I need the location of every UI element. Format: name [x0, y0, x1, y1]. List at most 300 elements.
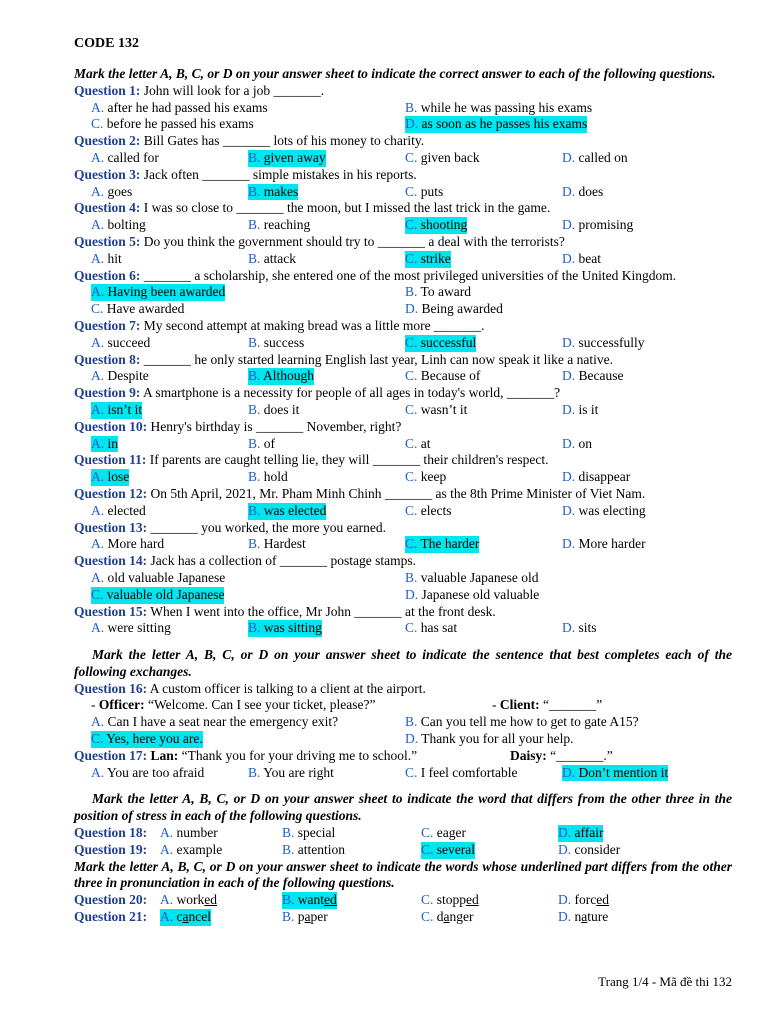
answer-option[interactable]	[405, 100, 592, 117]
option-text: goes	[107, 183, 133, 199]
lan-line: “Thank you for your driving me to school.”	[181, 747, 418, 763]
option-letter: A.	[91, 469, 105, 485]
question-14	[74, 553, 732, 570]
question-label: Question 1:	[74, 82, 141, 98]
section4-questions	[74, 892, 732, 926]
answer-option[interactable]	[405, 184, 443, 201]
answer-option[interactable]	[405, 469, 446, 486]
answer-option[interactable]	[562, 335, 644, 352]
option-letter: B.	[248, 536, 261, 552]
option-letter: A.	[91, 217, 105, 233]
option-letter: D.	[562, 502, 576, 518]
option-text: The harder	[420, 536, 480, 552]
option-text: was sitting	[263, 620, 322, 636]
options-row	[74, 620, 732, 637]
option-text: elects	[420, 502, 452, 518]
answer-option[interactable]	[91, 284, 225, 301]
question-label: Question 16:	[74, 680, 148, 696]
answer-option[interactable]	[405, 503, 452, 520]
answer-option[interactable]	[91, 335, 150, 352]
options-row	[74, 536, 732, 553]
option-text: Yes, here you are.	[106, 731, 203, 747]
answer-option[interactable]	[562, 150, 628, 167]
question-label: Question 10:	[74, 418, 148, 434]
option-text: at	[420, 435, 431, 451]
answer-option[interactable]	[248, 469, 288, 486]
answer-option[interactable]	[91, 368, 149, 385]
question-label: Question 14:	[74, 553, 148, 569]
section2-instruction: Mark the letter A, B, C, or D on your answer sheet to indicate the sentence that best completes each of the following exchanges.	[74, 647, 732, 679]
exam-code: CODE 132	[74, 36, 139, 51]
dash: -	[91, 697, 99, 713]
option-letter: A.	[91, 435, 105, 451]
option-letter: D.	[558, 841, 572, 857]
answer-option[interactable]	[405, 335, 476, 352]
question-10	[74, 419, 732, 436]
answer-option[interactable]	[405, 217, 467, 234]
option-letter: A.	[91, 183, 105, 199]
answer-option[interactable]	[91, 714, 338, 731]
client-label: Client:	[499, 697, 540, 713]
option-letter: A.	[91, 764, 105, 780]
option-letter: C.	[421, 841, 434, 857]
answer-option[interactable]	[91, 301, 184, 318]
answer-option[interactable]	[562, 765, 668, 782]
question-11	[74, 452, 732, 469]
answer-option[interactable]	[562, 251, 601, 268]
option-letter: D.	[558, 892, 572, 908]
answer-option[interactable]	[282, 892, 337, 909]
option-letter: A.	[160, 892, 174, 908]
option-letter: B.	[248, 764, 261, 780]
option-letter: D.	[405, 301, 419, 317]
question-21	[74, 909, 732, 926]
question-12	[74, 486, 732, 503]
option-text: valuable old Japanese	[106, 586, 225, 602]
option-text: Hardest	[263, 536, 306, 552]
question-label: Question 3:	[74, 166, 141, 182]
answer-option[interactable]	[248, 251, 296, 268]
answer-option[interactable]	[248, 402, 299, 419]
underlined-part: a	[581, 909, 588, 925]
options-row	[74, 714, 732, 731]
options-row	[74, 284, 732, 301]
question-label: Question 13:	[74, 519, 148, 535]
option-letter: C.	[405, 250, 418, 266]
answer-option[interactable]	[405, 301, 503, 318]
option-letter: A.	[91, 149, 105, 165]
option-letter: B.	[248, 401, 261, 417]
answer-option[interactable]	[248, 536, 306, 553]
client-text: “_______”	[543, 697, 603, 713]
answer-option[interactable]	[562, 402, 598, 419]
answer-option[interactable]	[248, 620, 322, 637]
options-row	[74, 251, 732, 268]
option-letter: D.	[562, 435, 576, 451]
option-letter: D.	[562, 183, 576, 199]
answer-option[interactable]	[562, 469, 630, 486]
option-text: bolting	[107, 217, 146, 233]
option-letter: A.	[91, 99, 105, 115]
word-part: p	[297, 909, 305, 925]
answer-option[interactable]	[405, 714, 639, 731]
option-letter: B.	[282, 825, 295, 841]
answer-option[interactable]	[160, 892, 217, 909]
option-letter: A.	[160, 825, 174, 841]
word-part: per	[310, 909, 328, 925]
question-label: Question 7:	[74, 317, 141, 333]
underlined-part: a	[443, 909, 450, 925]
option-letter: C.	[91, 586, 104, 602]
option-letter: A.	[91, 284, 105, 300]
option-text: of	[263, 435, 276, 451]
option-letter: D.	[405, 586, 419, 602]
option-text: makes	[263, 183, 299, 199]
option-letter: B.	[248, 183, 261, 199]
answer-option[interactable]	[421, 892, 479, 909]
option-text: does	[578, 183, 604, 199]
answer-option[interactable]	[405, 570, 538, 587]
option-letter: B.	[282, 909, 295, 925]
answer-option[interactable]	[160, 825, 218, 842]
option-letter: A.	[91, 536, 105, 552]
option-letter: D.	[562, 368, 576, 384]
answer-option[interactable]	[91, 100, 268, 117]
option-text: You are right	[263, 764, 334, 780]
answer-option[interactable]	[91, 469, 129, 486]
question-3	[74, 167, 732, 184]
officer-text: “Welcome. Can I see your ticket, please?”	[147, 697, 376, 713]
word-part: stopp	[436, 892, 467, 908]
answer-option[interactable]	[558, 909, 608, 926]
option-text: Because	[578, 368, 624, 384]
page-footer: Trang 1/4 - Mã đề thi 132	[598, 974, 732, 989]
option-text: before he passed his exams	[106, 116, 254, 132]
question-label: Question 20:	[74, 892, 148, 908]
option-letter: C.	[405, 764, 418, 780]
option-letter: A.	[91, 569, 105, 585]
option-text: Although	[263, 368, 315, 384]
option-text: affair	[574, 825, 604, 841]
answer-option[interactable]	[248, 150, 326, 167]
options-row	[74, 587, 732, 604]
option-letter: A.	[91, 620, 105, 636]
answer-option[interactable]	[91, 570, 225, 587]
underlined-part: ed	[596, 892, 609, 908]
option-letter: C.	[91, 301, 104, 317]
question-stem: My second attempt at making bread was a little more _______.	[143, 317, 485, 333]
question-label: Question 21:	[74, 909, 148, 925]
option-letter: A.	[91, 250, 105, 266]
answer-option[interactable]	[248, 368, 314, 385]
options-row	[74, 150, 732, 167]
question-label: Question 11:	[74, 452, 147, 468]
option-letter: B.	[405, 714, 418, 730]
option-text: I feel comfortable	[420, 764, 518, 780]
option-text: disappear	[578, 469, 631, 485]
option-text: lose	[107, 469, 130, 485]
question-17-options	[74, 765, 732, 782]
question-label: Question 17:	[74, 747, 148, 763]
underlined-part: ed	[466, 892, 479, 908]
option-letter: D.	[558, 909, 572, 925]
option-text: while he was passing his exams	[420, 99, 593, 115]
question-label: Question 5:	[74, 233, 141, 249]
option-letter: B.	[248, 217, 261, 233]
options-row	[74, 301, 732, 318]
option-text: several	[436, 841, 475, 857]
answer-option[interactable]	[421, 825, 466, 842]
answer-option[interactable]	[558, 825, 603, 842]
option-letter: D.	[405, 731, 419, 747]
answer-option[interactable]	[562, 217, 633, 234]
option-text: Having been awarded	[107, 284, 226, 300]
options-row	[74, 765, 732, 782]
option-text: hit	[107, 250, 122, 266]
option-letter: B.	[405, 284, 418, 300]
answer-option[interactable]	[160, 842, 222, 859]
option-letter: B.	[248, 250, 261, 266]
answer-option[interactable]	[405, 436, 431, 453]
option-letter: C.	[91, 731, 104, 747]
answer-option[interactable]	[282, 825, 335, 842]
option-letter: B.	[248, 368, 261, 384]
question-stem: Jack has a collection of _______ postage stamps.	[150, 553, 416, 569]
options-row	[74, 503, 732, 520]
answer-option[interactable]	[91, 402, 142, 419]
option-text: old valuable Japanese	[107, 569, 226, 585]
question-stem: _______ he only started learning English last year, Linh can now speak it like a native.	[143, 351, 613, 367]
option-text: puts	[420, 183, 444, 199]
option-letter: B.	[282, 841, 295, 857]
option-letter: D.	[562, 764, 576, 780]
option-letter: C.	[405, 435, 418, 451]
option-letter: C.	[405, 183, 418, 199]
answer-option[interactable]	[248, 184, 298, 201]
option-text: beat	[578, 250, 601, 266]
answer-option[interactable]	[91, 765, 204, 782]
answer-option[interactable]	[405, 620, 457, 637]
option-letter: B.	[248, 149, 261, 165]
underlined-part: a	[182, 909, 189, 925]
question-4	[74, 200, 732, 217]
question-stem: Henry's birthday is _______ November, right?	[150, 418, 402, 434]
option-text: Being awarded	[421, 301, 503, 317]
option-text: shooting	[420, 217, 468, 233]
option-letter: A.	[91, 368, 105, 384]
option-text: attack	[263, 250, 296, 266]
answer-option[interactable]	[91, 536, 164, 553]
section4-instruction: Mark the letter A, B, C, or D on your answer sheet to indicate the words whose underlined part differs from the other three in pronunciation in each of the following questions.	[74, 858, 732, 891]
option-text: were sitting	[107, 620, 171, 636]
answer-option[interactable]	[248, 436, 275, 453]
answer-option[interactable]	[562, 503, 646, 520]
question-19	[74, 842, 732, 859]
answer-option[interactable]	[91, 251, 122, 268]
option-text: Japanese old valuable	[421, 586, 540, 602]
answer-option[interactable]	[248, 765, 334, 782]
option-text: Don’t mention it	[578, 764, 669, 780]
answer-option[interactable]	[562, 436, 592, 453]
option-letter: D.	[562, 620, 576, 636]
option-text: wasn’t it	[420, 401, 468, 417]
option-letter: B.	[405, 569, 418, 585]
options-row	[74, 402, 732, 419]
question-stem: A smartphone is a necessity for people of all ages in today's world, _______?	[143, 385, 561, 401]
answer-option[interactable]	[91, 587, 224, 604]
answer-option[interactable]	[91, 436, 118, 453]
answer-option[interactable]	[91, 620, 171, 637]
option-text: special	[297, 825, 336, 841]
question-label: Question 12:	[74, 485, 148, 501]
answer-option[interactable]	[91, 116, 254, 133]
answer-option[interactable]	[562, 184, 603, 201]
option-text: hold	[263, 469, 288, 485]
answer-option[interactable]	[160, 909, 211, 926]
question-label: Question 6:	[74, 267, 141, 283]
option-text: succeed	[107, 334, 151, 350]
option-text: Because of	[420, 368, 481, 384]
option-text: in	[107, 435, 119, 451]
question-stem: Do you think the government should try to _______ a deal with the terrorists?	[143, 233, 565, 249]
option-letter: B.	[248, 502, 261, 518]
option-letter: C.	[405, 502, 418, 518]
answer-option[interactable]	[405, 368, 480, 385]
option-letter: B.	[248, 620, 261, 636]
answer-option[interactable]	[91, 731, 203, 748]
question-stem: John will look for a job _______.	[143, 82, 325, 98]
option-text: successfully	[578, 334, 645, 350]
speaker-lan: Lan:	[150, 747, 179, 763]
option-text: success	[263, 334, 305, 350]
answer-option[interactable]	[248, 335, 304, 352]
option-letter: A.	[91, 334, 105, 350]
answer-option[interactable]	[405, 251, 451, 268]
daisy-text: “_______.”	[550, 747, 613, 763]
option-text: reaching	[263, 217, 311, 233]
section1-questions	[74, 83, 732, 637]
question-18	[74, 825, 732, 842]
option-letter: A.	[91, 401, 105, 417]
answer-option[interactable]	[405, 284, 471, 301]
question-6	[74, 268, 732, 285]
answer-option[interactable]	[405, 731, 573, 748]
answer-option[interactable]	[91, 184, 132, 201]
option-letter: D.	[562, 469, 576, 485]
option-letter: D.	[562, 536, 576, 552]
options-row	[74, 100, 732, 117]
option-letter: C.	[405, 334, 418, 350]
option-letter: D.	[562, 250, 576, 266]
options-row	[74, 570, 732, 587]
option-text: keep	[420, 469, 447, 485]
answer-option[interactable]	[91, 217, 146, 234]
word-part: nger	[449, 909, 474, 925]
question-stem: A custom officer is talking to a client at the airport.	[149, 680, 426, 696]
question-2	[74, 133, 732, 150]
daisy-line	[510, 748, 613, 765]
option-letter: C.	[405, 469, 418, 485]
answer-option[interactable]	[421, 842, 475, 859]
option-text: Can I have a seat near the emergency exit?	[107, 714, 339, 730]
option-letter: C.	[91, 116, 104, 132]
answer-option[interactable]	[405, 536, 479, 553]
answer-option[interactable]	[562, 620, 597, 637]
option-text: eager	[436, 825, 466, 841]
question-stem: I was so close to _______ the moon, but I missed the last trick in the game.	[143, 200, 551, 216]
option-text: valuable Japanese old	[420, 569, 539, 585]
answer-option[interactable]	[405, 765, 517, 782]
option-text: after he had passed his exams	[107, 99, 268, 115]
question-1	[74, 83, 732, 100]
options-row	[74, 731, 732, 748]
option-letter: B.	[248, 469, 261, 485]
option-text: example	[176, 841, 223, 857]
section3-instruction: Mark the letter A, B, C, or D on your answer sheet to indicate the word that differs from the other three in the position of stress in each of the following questions.	[74, 791, 732, 824]
answer-option[interactable]	[405, 150, 480, 167]
question-label: Question 8:	[74, 351, 141, 367]
word-part: d	[436, 909, 444, 925]
answer-option[interactable]	[421, 909, 474, 926]
answer-option[interactable]	[562, 368, 623, 385]
question-16-options	[74, 714, 732, 748]
speaker-daisy: Daisy:	[510, 747, 547, 763]
answer-option[interactable]	[558, 892, 609, 909]
option-text: successful	[420, 334, 477, 350]
answer-option[interactable]	[282, 842, 345, 859]
option-text: Can you tell me how to get to gate A15?	[420, 714, 639, 730]
word-part: c	[176, 909, 183, 925]
answer-option[interactable]	[91, 150, 159, 167]
option-text: called on	[578, 149, 628, 165]
question-stem: _______ a scholarship, she entered one of the most privileged universities of the United Kingdom.	[143, 267, 677, 283]
dash: -	[492, 697, 500, 713]
answer-option[interactable]	[248, 503, 326, 520]
question-20	[74, 892, 732, 909]
option-letter: C.	[405, 217, 418, 233]
question-17	[74, 748, 732, 765]
option-text: Thank you for all your help.	[421, 731, 574, 747]
option-letter: A.	[91, 714, 105, 730]
option-letter: D.	[405, 116, 419, 132]
answer-option[interactable]	[405, 402, 467, 419]
option-letter: A.	[160, 909, 174, 925]
answer-option[interactable]	[558, 842, 620, 859]
option-text: as soon as he passes his exams	[421, 116, 588, 132]
option-text: is it	[578, 401, 599, 417]
answer-option[interactable]	[282, 909, 328, 926]
option-letter: C.	[405, 401, 418, 417]
option-text: promising	[578, 217, 634, 233]
options-row	[74, 217, 732, 234]
answer-option[interactable]	[91, 503, 146, 520]
option-text: More harder	[578, 536, 646, 552]
answer-option[interactable]	[405, 116, 587, 133]
underlined-part: ed	[324, 892, 337, 908]
answer-option[interactable]	[562, 536, 646, 553]
option-text: isn’t it	[107, 401, 143, 417]
option-text: does it	[263, 401, 300, 417]
option-text: strike	[420, 250, 451, 266]
answer-option[interactable]	[248, 217, 310, 234]
question-label: Question 18:	[74, 825, 148, 841]
option-text: given away	[263, 149, 326, 165]
answer-option[interactable]	[405, 587, 539, 604]
option-text: You are too afraid	[107, 764, 205, 780]
option-letter: D.	[562, 401, 576, 417]
option-text: Despite	[107, 368, 149, 384]
option-text: was electing	[578, 502, 646, 518]
